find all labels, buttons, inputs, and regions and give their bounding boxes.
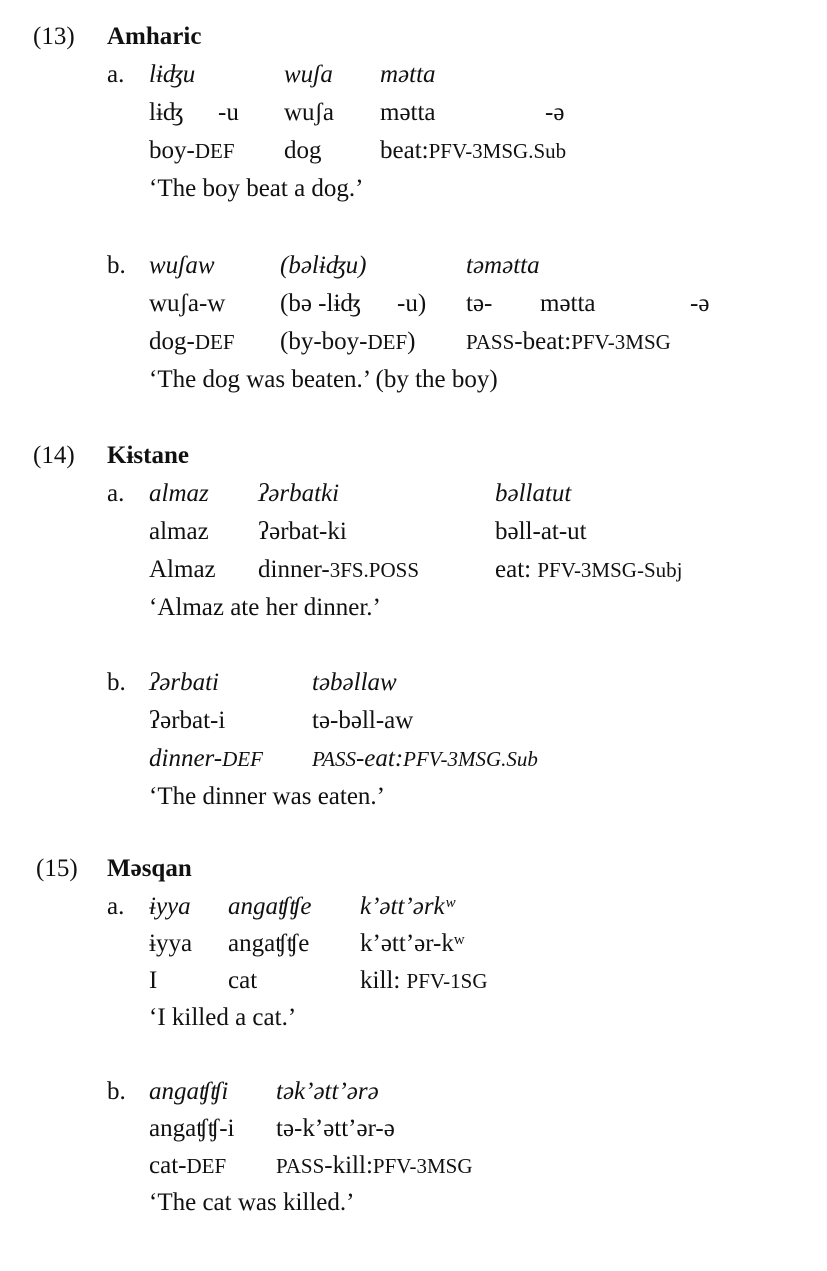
gloss: PASS-eat:PFV-3MSG.Sub	[312, 745, 538, 772]
gloss-word: bəllatut	[495, 480, 572, 507]
example-number: (13)	[33, 23, 75, 50]
gloss: dog	[284, 137, 322, 164]
morpheme: tə-	[466, 290, 493, 317]
morpheme: -ə	[690, 290, 710, 317]
language-heading: Kɨstane	[107, 442, 189, 469]
language-heading: Amharic	[107, 23, 202, 50]
morpheme: lɨʤ	[149, 99, 185, 126]
morpheme: -u	[218, 99, 239, 126]
morpheme: mətta	[540, 290, 596, 317]
sub-example-label: b.	[107, 252, 126, 279]
gloss: boy-DEF	[149, 137, 235, 164]
example-number: (14)	[33, 442, 75, 469]
gloss: I	[149, 967, 158, 994]
language-heading: Məsqan	[107, 855, 192, 882]
morpheme: angaʧʧe	[228, 930, 310, 957]
gloss: beat:PFV-3MSG.Sub	[380, 137, 567, 164]
gloss: dinner-3FS.POSS	[258, 556, 420, 583]
sub-example-label: b.	[107, 669, 126, 696]
sub-example-label: a.	[107, 893, 125, 920]
morpheme: -u)	[397, 290, 427, 317]
example-number: (15)	[36, 855, 78, 882]
gloss-word: wuʃa	[284, 61, 333, 88]
sub-example-label: a.	[107, 480, 125, 507]
translation: ‘Almaz ate her dinner.’	[149, 594, 381, 621]
gloss-word: tək’ətt’ərə	[276, 1078, 379, 1105]
morpheme: ɨyya	[149, 930, 193, 957]
gloss-word: almaz	[149, 480, 209, 507]
gloss-word: angaʧʧi	[149, 1078, 229, 1105]
gloss: cat	[228, 967, 258, 994]
gloss-word: mətta	[380, 61, 436, 88]
morpheme: mətta	[380, 99, 436, 126]
morpheme: -ə	[545, 99, 565, 126]
morpheme: ʔərbat-ki	[258, 518, 347, 545]
gloss: dog-DEF	[149, 328, 235, 355]
morpheme: tə-k’ətt’ər-ə	[276, 1115, 395, 1142]
sub-example-label: a.	[107, 61, 125, 88]
gloss: (by-boy-DEF)	[280, 328, 416, 355]
gloss: cat-DEF	[149, 1152, 227, 1179]
translation: ‘The dinner was eaten.’	[149, 783, 385, 810]
gloss-word: ɨyya	[149, 893, 191, 920]
morpheme: (bə -lɨʤ	[280, 290, 362, 317]
gloss-word: wuʃaw	[149, 252, 215, 279]
morpheme: bəll-at-ut	[495, 518, 587, 545]
gloss-word: k’ətt’ərkʷ	[360, 893, 455, 920]
translation: ‘The dog was beaten.’ (by the boy)	[149, 366, 498, 393]
gloss-word: təmətta	[466, 252, 540, 279]
morpheme: ʔərbat-i	[149, 707, 226, 734]
gloss: eat: PFV-3MSG-Subj	[495, 556, 683, 583]
gloss-word: ʔərbatki	[258, 480, 340, 507]
gloss-word: ʔərbati	[149, 669, 219, 696]
morpheme: wuʃa-w	[149, 290, 226, 317]
gloss: PASS-beat:PFV-3MSG	[466, 328, 671, 355]
gloss-word: (bəlɨʤu)	[280, 252, 367, 279]
gloss: PASS-kill:PFV-3MSG	[276, 1152, 473, 1179]
morpheme: almaz	[149, 518, 209, 545]
morpheme: k’ətt’ər-kʷ	[360, 930, 465, 957]
gloss-word: angaʧʧe	[228, 893, 312, 920]
morpheme: wuʃa	[284, 99, 334, 126]
gloss: dinner-DEF	[149, 745, 263, 772]
gloss: Almaz	[149, 556, 216, 583]
translation: ‘The boy beat a dog.’	[149, 175, 364, 202]
sub-example-label: b.	[107, 1078, 126, 1105]
translation: ‘I killed a cat.’	[149, 1004, 297, 1031]
gloss-word: təbəllaw	[312, 669, 397, 696]
gloss-word: lɨʤu	[149, 61, 196, 88]
gloss: kill: PFV-1SG	[360, 967, 488, 994]
morpheme: tə-bəll-aw	[312, 707, 414, 734]
translation: ‘The cat was killed.’	[149, 1189, 355, 1216]
morpheme: angaʧʧ-i	[149, 1115, 235, 1142]
